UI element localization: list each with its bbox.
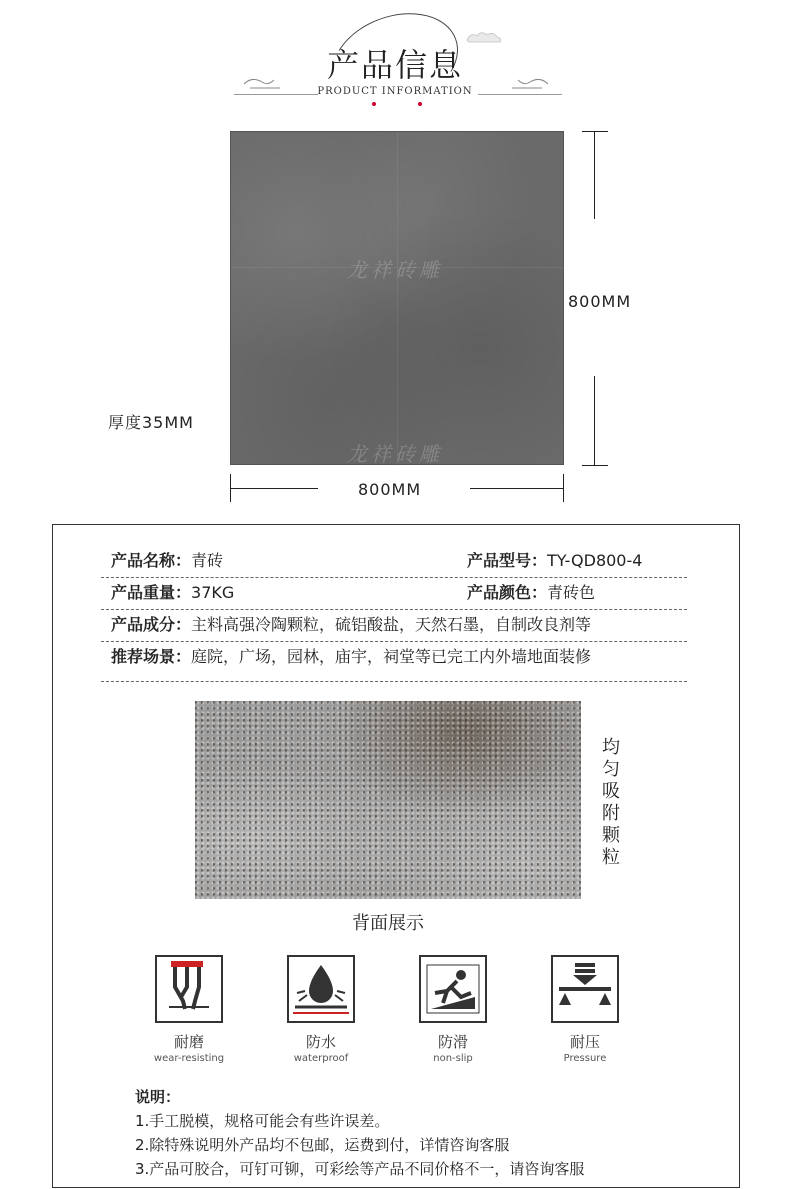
feature-subtitle: Pressure	[563, 1053, 607, 1064]
note-item: 3.产品可胶合，可钉可铆，可彩绘等产品不同价格不一，请咨询客服	[135, 1160, 585, 1178]
spec-value: 主料高强冷陶颗粒，硫铝酸盐，天然石墨，自制改良剂等	[191, 615, 592, 634]
spec-row	[111, 643, 687, 671]
back-caption: 背面展示	[352, 913, 424, 934]
accent-dot	[418, 102, 422, 106]
dimension-tick	[563, 474, 564, 502]
spec-label: 推荐场景：	[111, 647, 192, 666]
notes-title: 说明：	[135, 1088, 181, 1106]
width-label: 800MM	[358, 480, 422, 499]
tile-seam	[397, 132, 398, 466]
spec-col2	[467, 547, 642, 575]
feature-title: 耐压	[569, 1033, 600, 1051]
feature-title: 防水	[305, 1033, 336, 1051]
feature-wear-resisting	[144, 955, 234, 1064]
dashed-divider	[101, 609, 687, 610]
slipping-person-icon	[419, 955, 487, 1023]
feature-title: 防滑	[437, 1033, 468, 1051]
spec-label: 产品颜色：	[467, 583, 548, 602]
section-header	[0, 0, 790, 110]
spec-value: 青砖	[191, 551, 224, 570]
spec-row	[111, 547, 687, 575]
dimension-tick	[582, 131, 608, 132]
grinding-tool-icon	[155, 955, 223, 1023]
dimension-line-vertical	[594, 376, 595, 465]
tile-back-image	[195, 701, 581, 899]
page-title: 产品信息	[326, 46, 463, 84]
press-icon	[551, 955, 619, 1023]
page-subtitle: PRODUCT INFORMATION	[317, 86, 473, 97]
notes-section	[135, 1085, 715, 1181]
dashed-divider	[101, 641, 687, 642]
spec-value: 青砖色	[547, 583, 596, 602]
spec-label: 产品名称：	[111, 551, 192, 570]
height-label: 800MM	[568, 292, 632, 311]
spec-label: 产品型号：	[467, 551, 548, 570]
accent-dot	[372, 102, 376, 106]
side-caption: 均匀吸附颗粒	[602, 737, 620, 868]
thickness-label: 厚度35MM	[108, 413, 194, 432]
dimension-line-horizontal	[470, 488, 564, 489]
spec-label: 产品重量：	[111, 583, 192, 602]
spec-label: 产品成分：	[111, 615, 192, 634]
feature-subtitle: non-slip	[433, 1053, 473, 1064]
spec-value: 37KG	[191, 583, 235, 602]
note-item: 1.手工脱模，规格可能会有些许误差。	[135, 1112, 390, 1130]
dimension-tick	[582, 465, 608, 466]
feature-waterproof	[276, 955, 366, 1064]
dashed-divider	[101, 681, 687, 682]
spec-row	[111, 611, 687, 639]
feature-pressure	[540, 955, 630, 1064]
spec-value: 庭院，广场，园林，庙宇，祠堂等已完工内外墙地面装修	[191, 647, 592, 666]
product-info-box	[52, 524, 740, 1188]
spec-row	[111, 579, 687, 607]
feature-non-slip	[408, 955, 498, 1064]
dimension-line-vertical	[594, 131, 595, 219]
water-drop-icon	[287, 955, 355, 1023]
dashed-divider	[101, 577, 687, 578]
watermark: 龙祥砖雕	[347, 442, 443, 466]
feature-title: 耐磨	[173, 1033, 204, 1051]
spec-value: TY-QD800-4	[547, 551, 643, 570]
note-item: 2.除特殊说明外产品均不包邮，运费到付，详情咨询客服	[135, 1136, 510, 1154]
watermark: 龙祥砖雕	[347, 258, 443, 282]
spec-col2	[467, 579, 595, 607]
feature-subtitle: waterproof	[293, 1053, 349, 1064]
dimension-line-horizontal	[230, 488, 318, 489]
feature-subtitle: wear-resisting	[153, 1053, 225, 1064]
tile-image	[230, 131, 564, 465]
